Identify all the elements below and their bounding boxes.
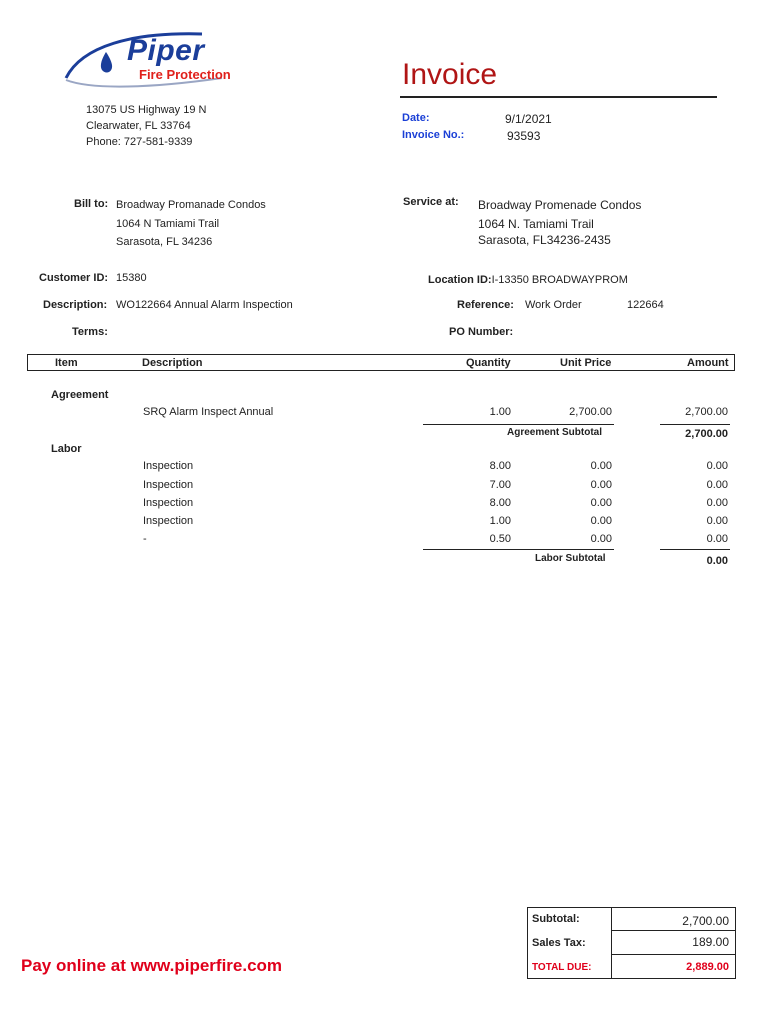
- row-amount: 0.00: [706, 479, 728, 491]
- service-at-name: Broadway Promenade Condos: [478, 198, 642, 212]
- labor-amount-rule: [660, 549, 730, 550]
- service-at-street: 1064 N. Tamiami Trail: [478, 217, 594, 231]
- row-description: -: [143, 533, 147, 545]
- row-quantity: 7.00: [489, 479, 511, 491]
- labor-subtotal-rule: [423, 549, 614, 550]
- row-description: Inspection: [143, 515, 194, 527]
- row-amount: 0.00: [706, 497, 728, 509]
- agreement-subtotal-rule: [423, 424, 614, 425]
- table-header: [27, 354, 735, 371]
- service-at-label: Service at:: [403, 196, 459, 208]
- logo-tagline: Fire Protection: [139, 67, 231, 82]
- row-amount: 0.00: [706, 515, 728, 527]
- invoice-title: Invoice: [402, 58, 498, 91]
- location-id-value: I-13350 BROADWAYPROM: [491, 274, 628, 286]
- header-item: Item: [55, 357, 78, 369]
- row-unit-price: 0.00: [590, 515, 612, 527]
- description-value: WO122664 Annual Alarm Inspection: [116, 299, 293, 311]
- bill-to-street: 1064 N Tamiami Trail: [116, 218, 220, 230]
- bill-to-name: Broadway Promanade Condos: [116, 199, 266, 211]
- terms-label: Terms:: [72, 326, 108, 338]
- row-amount: 0.00: [706, 460, 728, 472]
- row-unit-price: 0.00: [590, 479, 612, 491]
- row-description: SRQ Alarm Inspect Annual: [143, 406, 274, 418]
- row-unit-price: 0.00: [590, 460, 612, 472]
- po-number-label: PO Number:: [449, 326, 514, 338]
- row-quantity: 0.50: [489, 533, 511, 545]
- service-at-city: Sarasota, FL34236-2435: [478, 233, 611, 247]
- location-id: [428, 274, 628, 286]
- labor-subtotal-label: Labor Subtotal: [535, 553, 606, 564]
- company-logo: [62, 28, 232, 88]
- header-amount: Amount: [687, 357, 729, 369]
- company-address-line1: 13075 US Highway 19 N: [86, 104, 207, 116]
- customer-id-value: 15380: [116, 272, 147, 284]
- total-due-value: 2,889.00: [686, 961, 729, 973]
- row-amount: 0.00: [706, 533, 728, 545]
- invoice-number-label: Invoice No.:: [402, 129, 465, 141]
- row-quantity: 8.00: [489, 460, 511, 472]
- date-value: 9/1/2021: [505, 112, 552, 126]
- reference-value: 122664: [627, 299, 664, 311]
- row-quantity: 8.00: [489, 497, 511, 509]
- date-label: Date:: [402, 112, 430, 124]
- sales-tax-value: 189.00: [692, 935, 729, 949]
- row-unit-price: 0.00: [590, 533, 612, 545]
- subtotal-value: 2,700.00: [682, 914, 729, 928]
- location-id-label: Location ID:: [428, 274, 492, 286]
- row-description: Inspection: [143, 497, 194, 509]
- logo-name: Piper: [127, 34, 205, 67]
- company-address-line2: Clearwater, FL 33764: [86, 120, 191, 132]
- row-unit-price: 2,700.00: [569, 406, 612, 418]
- company-phone: Phone: 727-581-9339: [86, 136, 193, 148]
- totals-box: [527, 907, 736, 979]
- reference-type: Work Order: [525, 299, 582, 311]
- labor-subtotal-value: 0.00: [706, 555, 728, 567]
- group-name-agreement: Agreement: [51, 389, 109, 401]
- reference-label: Reference:: [457, 299, 514, 311]
- header-description: Description: [142, 357, 203, 369]
- group-name-labor: Labor: [51, 443, 82, 455]
- agreement-subtotal-label: Agreement Subtotal: [507, 427, 603, 438]
- row-unit-price: 0.00: [590, 497, 612, 509]
- row-quantity: 1.00: [489, 406, 511, 418]
- title-underline: [400, 96, 717, 98]
- customer-id-label: Customer ID:: [39, 272, 109, 284]
- agreement-subtotal-value: 2,700.00: [685, 428, 728, 440]
- agreement-amount-rule: [660, 424, 730, 425]
- pay-online-link[interactable]: Pay online at www.piperfire.com: [21, 956, 283, 975]
- bill-to-city: Sarasota, FL 34236: [116, 236, 213, 248]
- sales-tax-label: Sales Tax:: [532, 937, 586, 949]
- description-label: Description:: [43, 299, 108, 311]
- row-description: Inspection: [143, 479, 194, 491]
- row-amount: 2,700.00: [685, 406, 728, 418]
- subtotal-label: Subtotal:: [532, 913, 580, 925]
- total-due-label: TOTAL DUE:: [532, 962, 592, 973]
- header-quantity: Quantity: [466, 357, 511, 369]
- invoice-number-value: 93593: [507, 129, 541, 143]
- row-quantity: 1.00: [489, 515, 511, 527]
- row-description: Inspection: [143, 460, 194, 472]
- header-unit-price: Unit Price: [560, 357, 612, 369]
- bill-to-label: Bill to:: [74, 198, 109, 210]
